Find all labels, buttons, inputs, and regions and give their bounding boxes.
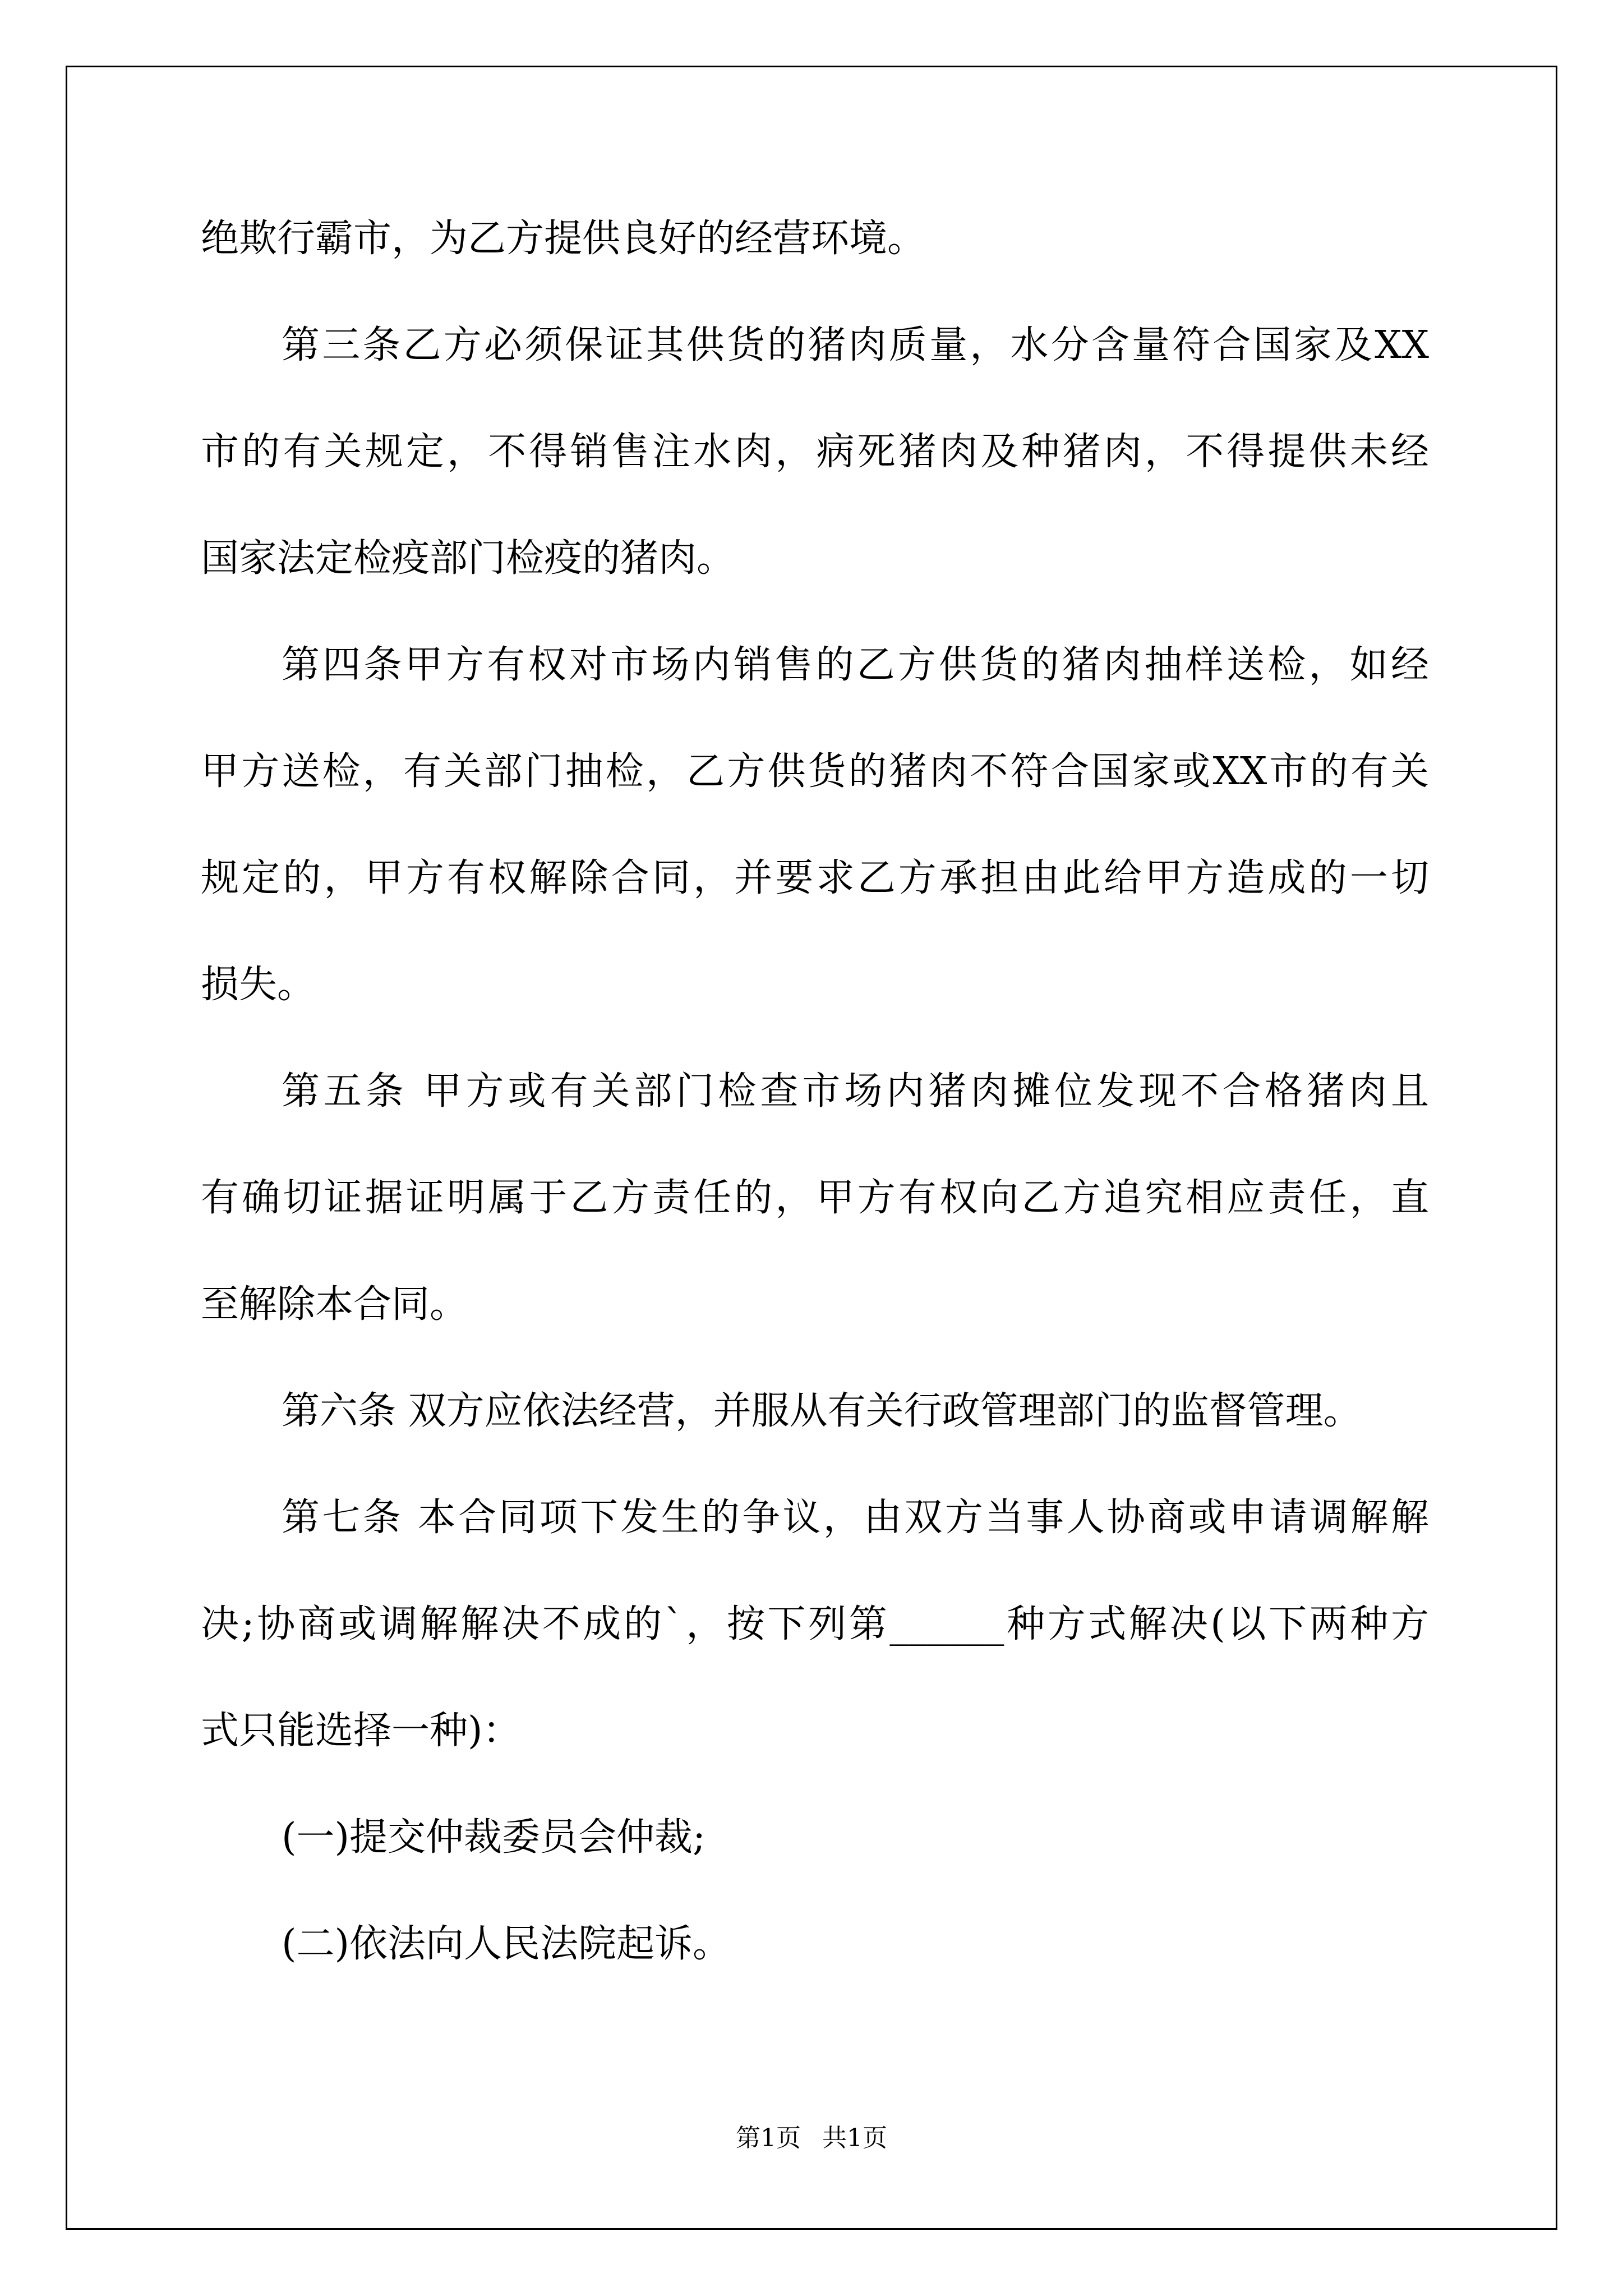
text-line: 式只能选择一种)： [201, 1709, 521, 1753]
page-number-total: 共1页 [822, 2124, 887, 2152]
text-line: 损失。 [201, 963, 316, 1007]
text-line: 第三条乙方必须保证其供货的猪肉质量，水分含量符合国家及XX [282, 323, 1429, 367]
text-line: 第六条 双方应依法经营，并服从有关行政管理部门的监督管理。 [282, 1389, 1362, 1433]
text-line: 国家法定检疫部门检疫的猪肉。 [201, 536, 735, 581]
text-line: 第四条甲方有权对市场内销售的乙方供货的猪肉抽样送检，如经 [282, 643, 1429, 687]
text-line: 决;协商或调解解决不成的`，按下列第______种方式解决(以下两种方 [201, 1602, 1429, 1646]
text-line: 规定的，甲方有权解除合同，并要求乙方承担由此给甲方造成的一切 [201, 856, 1429, 900]
page-border [66, 66, 1557, 2230]
text-line: (一)提交仲裁委员会仲裁; [282, 1815, 706, 1860]
text-line: 甲方送检，有关部门抽检，乙方供货的猪肉不符合国家或XX市的有关 [201, 749, 1429, 794]
text-line: 至解除本合同。 [201, 1282, 468, 1327]
page-footer [0, 2122, 1623, 2155]
text-line: 第七条 本合同项下发生的争议，由双方当事人协商或申请调解解 [282, 1496, 1429, 1540]
text-line: 绝欺行霸市，为乙方提供良好的经营环境。 [201, 217, 926, 261]
text-line: 第五条 甲方或有关部门检查市场内猪肉摊位发现不合格猪肉且 [282, 1069, 1429, 1114]
page-number-current: 第1页 [736, 2124, 801, 2152]
text-line: 有确切证据证明属于乙方责任的，甲方有权向乙方追究相应责任，直 [201, 1176, 1429, 1220]
text-line: (二)依法向人民法院起诉。 [282, 1922, 731, 1966]
text-line: 市的有关规定，不得销售注水肉，病死猪肉及种猪肉，不得提供未经 [201, 430, 1429, 474]
